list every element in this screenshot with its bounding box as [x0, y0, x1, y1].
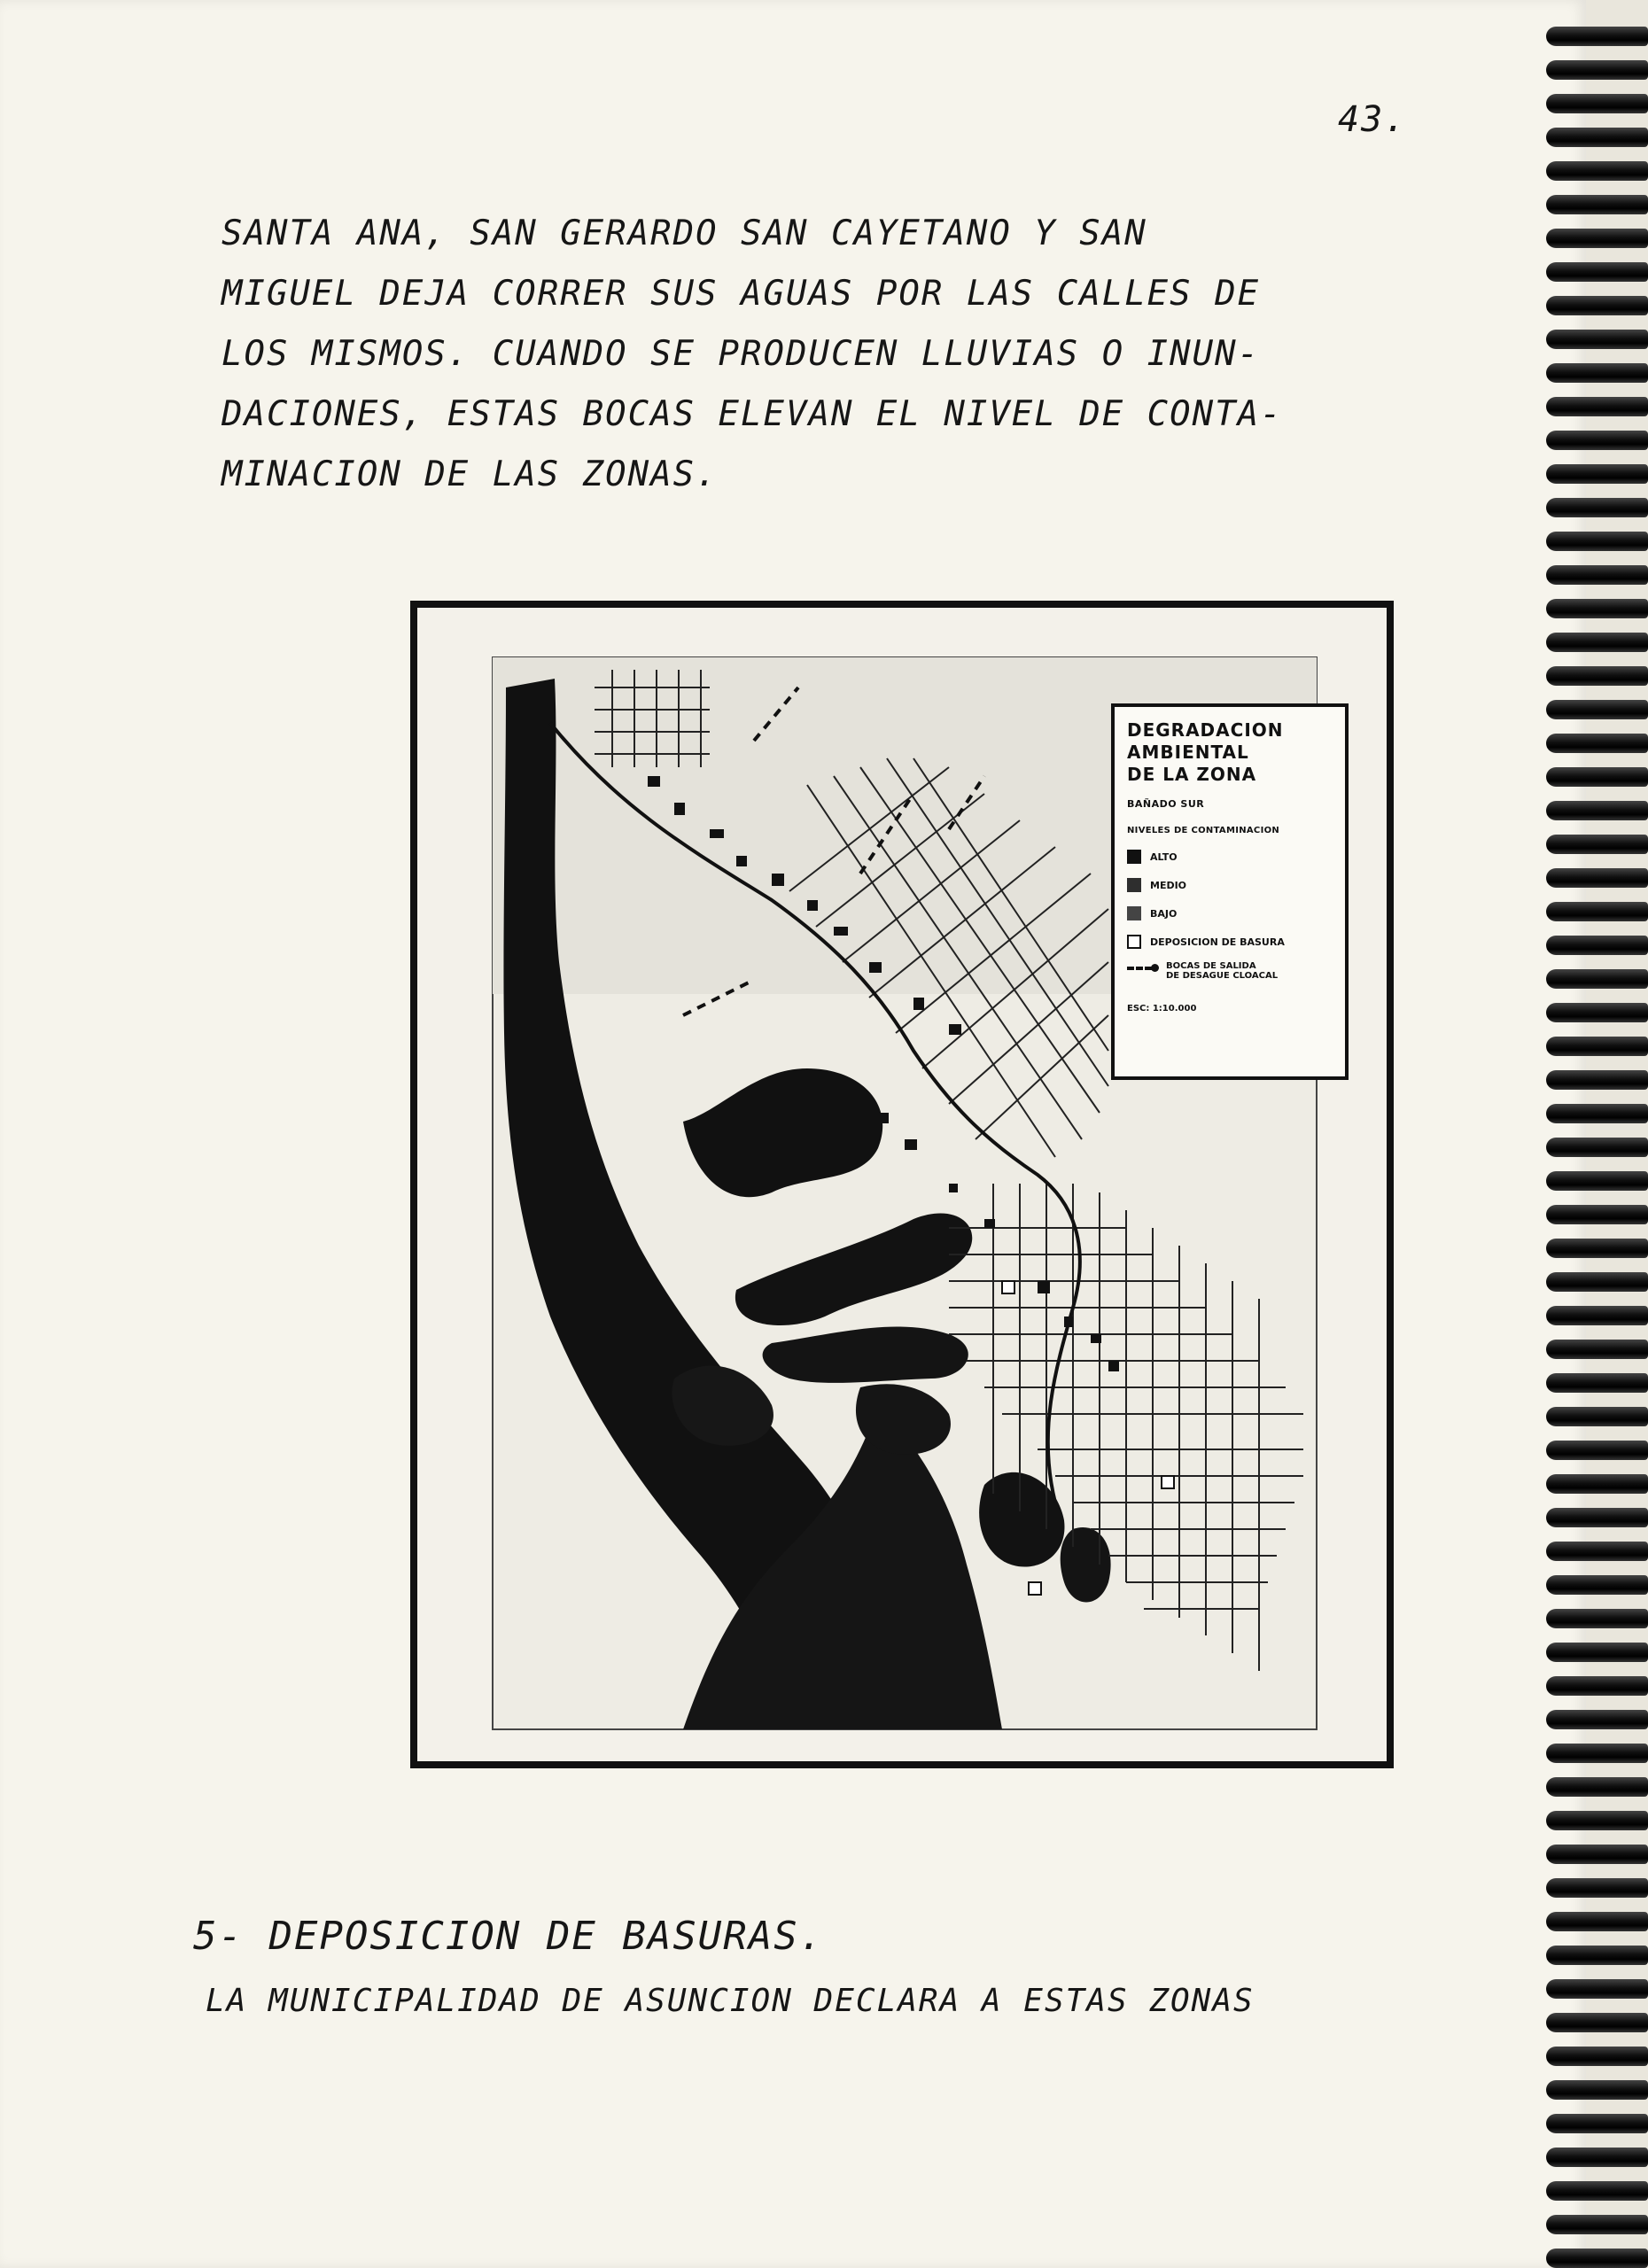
spiral-coil	[1546, 902, 1648, 921]
spiral-coil	[1546, 2249, 1648, 2268]
legend-row-outfalls	[1127, 961, 1333, 981]
spiral-coil	[1546, 868, 1648, 888]
spiral-coil	[1546, 1205, 1648, 1224]
map-figure	[410, 601, 1394, 1768]
paragraph-line: MIGUEL DEJA CORRER SUS AGUAS POR LAS CALLES DE	[222, 274, 1261, 314]
spiral-coil	[1546, 1340, 1648, 1359]
legend-label: ALTO	[1150, 850, 1178, 863]
section-text: LA MUNICIPALIDAD DE ASUNCION DECLARA A ESTAS ZONAS	[206, 1983, 1255, 2019]
spiral-coil	[1546, 700, 1648, 719]
legend-scale: ESC: 1:10.000	[1127, 1004, 1197, 1014]
spiral-coil	[1546, 1542, 1648, 1561]
spiral-coil	[1546, 1037, 1648, 1056]
spiral-coil	[1546, 936, 1648, 955]
spiral-coil	[1546, 1407, 1648, 1426]
spiral-coil	[1546, 532, 1648, 551]
paragraph-line: DACIONES, ESTAS BOCAS ELEVAN EL NIVEL DE CONTA-	[222, 394, 1283, 434]
spiral-coil	[1546, 565, 1648, 585]
paragraph-line: MINACION DE LAS ZONAS.	[222, 454, 719, 494]
spiral-coil	[1546, 1845, 1648, 1864]
dashed-line-icon	[1127, 961, 1159, 974]
spiral-coil	[1546, 2013, 1648, 2032]
spiral-coil	[1546, 27, 1648, 46]
spiral-coil	[1546, 195, 1648, 214]
spiral-coil	[1546, 1104, 1648, 1123]
legend-row-deposition	[1127, 935, 1333, 949]
legend-subtitle: BAÑADO SUR	[1127, 798, 1205, 810]
legend-levels-heading: NIVELES DE CONTAMINACION	[1127, 826, 1280, 835]
spiral-coil	[1546, 330, 1648, 349]
spiral-coil	[1546, 1979, 1648, 1999]
paragraph-line: LOS MISMOS. CUANDO SE PRODUCEN LLUVIAS O INUN-	[222, 334, 1261, 374]
spiral-coil	[1546, 1912, 1648, 1931]
swatch-bajo	[1127, 906, 1141, 920]
spiral-coil	[1546, 128, 1648, 147]
spiral-coil	[1546, 1676, 1648, 1696]
spiral-coil	[1546, 1003, 1648, 1022]
spiral-coil	[1546, 1609, 1648, 1628]
legend-label: DEPOSICION DE BASURA	[1150, 936, 1285, 948]
spiral-coil	[1546, 1306, 1648, 1325]
spiral-coil	[1546, 2080, 1648, 2100]
spiral-coil	[1546, 599, 1648, 618]
legend-outfalls-text	[1166, 961, 1278, 981]
spiral-coil	[1546, 1777, 1648, 1797]
spiral-coil	[1546, 1272, 1648, 1292]
spiral-coil	[1546, 734, 1648, 753]
spiral-coil	[1546, 1239, 1648, 1258]
spiral-coil	[1546, 969, 1648, 989]
legend-title-line: DEGRADACION	[1127, 719, 1284, 741]
spiral-coil	[1546, 2181, 1648, 2201]
legend-title-line: AMBIENTAL	[1127, 742, 1249, 763]
spiral-coil	[1546, 1171, 1648, 1191]
spiral-coil	[1546, 1508, 1648, 1527]
spiral-coil	[1546, 1138, 1648, 1157]
spiral-coil	[1546, 1575, 1648, 1595]
swatch-medio	[1127, 878, 1141, 892]
page-number: 43.	[1338, 99, 1408, 140]
spiral-coil	[1546, 431, 1648, 450]
spiral-coil	[1546, 464, 1648, 484]
swatch-deposition	[1127, 935, 1141, 949]
paragraph-line: SANTA ANA, SAN GERARDO SAN CAYETANO Y SAN	[222, 214, 1147, 253]
spiral-coil	[1546, 262, 1648, 282]
spiral-coil	[1546, 1946, 1648, 1965]
spiral-coil	[1546, 767, 1648, 787]
legend-label: BOCAS DE SALIDA	[1166, 961, 1256, 971]
legend-label: BAJO	[1150, 907, 1178, 920]
spiral-coil	[1546, 1474, 1648, 1494]
legend-label: DE DESAGUE CLOACAL	[1166, 971, 1279, 981]
legend-label: MEDIO	[1150, 879, 1187, 891]
spiral-coil	[1546, 363, 1648, 383]
spiral-coil	[1546, 2148, 1648, 2167]
spiral-coil	[1546, 498, 1648, 517]
legend-title-line: DE LA ZONA	[1127, 764, 1257, 785]
spiral-coil	[1546, 2215, 1648, 2234]
spiral-coil	[1546, 1441, 1648, 1460]
spiral-coil	[1546, 296, 1648, 315]
spiral-coil	[1546, 397, 1648, 416]
spiral-coil	[1546, 2047, 1648, 2066]
spiral-coil	[1546, 1373, 1648, 1393]
spiral-binding	[1546, 0, 1648, 2268]
legend-row-bajo	[1127, 906, 1333, 920]
paragraph	[222, 204, 1533, 505]
spiral-coil	[1546, 1710, 1648, 1729]
spiral-coil	[1546, 161, 1648, 181]
legend-row-medio	[1127, 878, 1333, 892]
spiral-coil	[1546, 1878, 1648, 1898]
spiral-coil	[1546, 1070, 1648, 1090]
spiral-coil	[1546, 666, 1648, 686]
section-heading: 5- DEPOSICION DE BASURAS.	[193, 1914, 825, 1959]
spiral-coil	[1546, 1744, 1648, 1763]
spiral-coil	[1546, 835, 1648, 854]
spiral-coil	[1546, 1643, 1648, 1662]
spiral-coil	[1546, 94, 1648, 113]
spiral-coil	[1546, 1811, 1648, 1830]
spiral-coil	[1546, 229, 1648, 248]
map-legend	[1111, 703, 1349, 1080]
spiral-coil	[1546, 633, 1648, 652]
spiral-coil	[1546, 2114, 1648, 2133]
swatch-alto	[1127, 850, 1141, 864]
spiral-coil	[1546, 60, 1648, 80]
spiral-coil	[1546, 801, 1648, 820]
legend-row-alto	[1127, 850, 1333, 864]
